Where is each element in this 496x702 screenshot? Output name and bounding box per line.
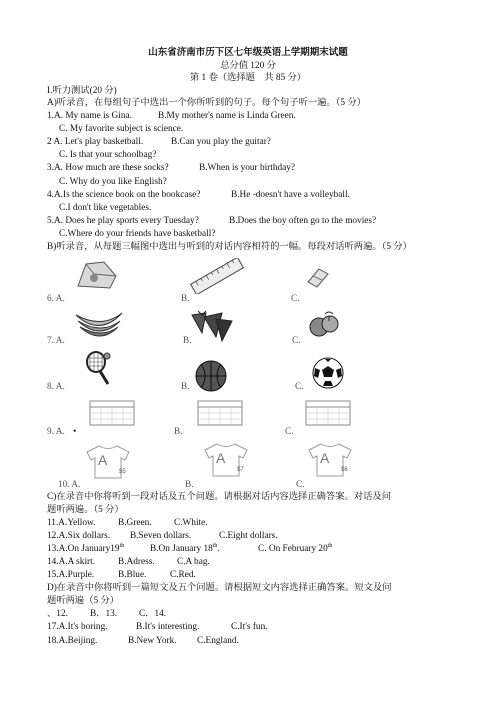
q6-label-a: 6. A.: [47, 294, 65, 304]
q13-option-b: [150, 544, 220, 555]
q14-option-b: B.Adress.: [118, 557, 155, 567]
q13-a-text: 13.A.On January19: [47, 544, 120, 554]
q15-option-c: C.Red.: [170, 570, 196, 580]
part-c-instruction-line2: 题听两遍。（5 分）: [47, 505, 124, 515]
q7-label-c: C.: [292, 336, 301, 346]
q13-c-sup: th: [327, 542, 333, 549]
q14-option-a: 14.A.A skirt.: [47, 557, 96, 567]
q12-option-c: C.Eight dollars.: [219, 531, 278, 541]
tennis-racket-image: [84, 350, 112, 386]
tshirt-b-letter: A: [216, 450, 226, 466]
ruler-image: [188, 258, 246, 294]
calendar-c-image: [304, 398, 352, 428]
q11-option-c: C.White.: [174, 518, 208, 528]
q9-label-b: B.: [174, 427, 183, 437]
q17-option-a: 17.A.It's boring.: [47, 622, 108, 632]
q5-option-c: C.Where do your friends have basketball?: [59, 229, 216, 239]
tshirt-c-letter: A: [320, 450, 330, 466]
q2-option-c: C. Is that your schoolbag?: [59, 150, 157, 160]
part-d-instruction-line1: D)在录音中你将听到一篇短文及五个问题。请根据短文内容选择正确答案。短文及问: [47, 583, 392, 593]
calendar-b-image: [196, 398, 244, 428]
q3-option-c: C. Why do you like English?: [59, 177, 167, 187]
q6-label-c: C.: [291, 294, 300, 304]
q3-option-a: 3.A. How much are these socks?: [47, 163, 169, 173]
apples-image: [307, 309, 341, 339]
q13-b-text: B.On January 18: [150, 544, 213, 554]
q10-label-c: C.: [296, 480, 305, 490]
q7-label-b: B.: [183, 336, 192, 346]
q8-label-c: C.: [295, 382, 304, 392]
q13-c-text: C. On February 20: [258, 544, 328, 554]
q11-option-b: B.Green.: [118, 518, 152, 528]
listening-heading: I.听力测试(20 分): [47, 86, 117, 96]
q15-option-a: 15.A.Purple.: [47, 570, 95, 580]
part-d-instruction-line2: 题听两遍（5 分）: [47, 596, 120, 606]
volume-heading: 第 1 卷（选择题 共 85 分）: [189, 73, 307, 83]
total-score: 总分值 120 分: [220, 61, 276, 71]
tshirt-a-image: [83, 442, 133, 480]
q6-label-b: B.: [181, 294, 190, 304]
q10-label-b: B.: [185, 480, 194, 490]
q11-option-a: 11.A.Yellow.: [47, 518, 96, 528]
q5-option-a: 5.A. Does he play sports every Tuesday?: [47, 216, 199, 226]
q4-option-c: C.I don't like vegetables.: [59, 203, 152, 213]
q17-option-c: C.It's fun.: [231, 622, 268, 632]
q13-b-sup: th: [212, 542, 218, 549]
q7-label-a: 7. A.: [47, 336, 65, 346]
strawberries-image: [188, 307, 234, 343]
q1-option-a: 1.A. My name is Gina.: [47, 111, 132, 121]
q16-option-b: B．13.: [90, 609, 118, 619]
q10-label-a: 10. A.: [58, 480, 81, 490]
price-tag-a: $5: [119, 469, 126, 475]
bananas-image: [72, 307, 126, 339]
q2-option-a: 2 A. Let's play basketball.: [47, 137, 144, 147]
soccer-ball-image: [311, 356, 345, 390]
q9-label-c: C.: [285, 427, 294, 437]
eraser-image: [305, 264, 331, 290]
q14-option-c: C.A bag.: [177, 557, 210, 567]
q1-option-c: C. My favorite subject is science.: [59, 124, 184, 134]
q9-label-a: 9. A.: [47, 427, 65, 437]
q4-option-b: B.He -doesn't have a volleyball.: [231, 190, 350, 200]
exam-title: 山东省济南市历下区七年级英语上学期期末试题: [148, 48, 348, 58]
part-c-instruction-line1: C)在录音中你将听到一段对话及五个问题。请根据对话内容选择正确答案。对话及问: [47, 492, 391, 502]
q3-option-b: B.When is your birthday?: [199, 163, 296, 173]
q16-option-c: C．14.: [139, 609, 167, 619]
bullet-dot-icon: •: [73, 427, 77, 437]
q2-option-b: B.Can you play the guitar?: [171, 137, 271, 147]
price-tag-c: $6: [341, 467, 348, 473]
q12-option-a: 12.A.Six dollars.: [47, 531, 111, 541]
q1-option-b: B.My mother's name is Linda Green.: [158, 111, 296, 121]
q13-b-end: .: [217, 544, 220, 554]
q13-a-sup: th: [119, 542, 125, 549]
q13-option-c: [258, 544, 332, 555]
pencil-sharpener-image: [72, 256, 120, 292]
q18-option-c: C.England.: [197, 636, 239, 646]
q13-option-a: [47, 544, 124, 555]
part-a-instruction: A)听录音，在每组句子中选出一个你所听到的句子。每个句子听一遍。（5 分）: [47, 98, 366, 108]
calendar-a-image: [88, 398, 136, 428]
q8-label-b: B.: [181, 382, 190, 392]
price-tag-b: $7: [237, 467, 244, 473]
tshirt-b-image: [201, 440, 251, 478]
q18-option-b: B.New York.: [128, 636, 177, 646]
part-b-instruction: B)听录音，从每题三幅图中选出与听到的对话内容相符的一幅。每段对话听两遍。（5 分）: [47, 242, 412, 252]
tshirt-c-image: [305, 440, 355, 478]
tshirt-a-letter: A: [98, 452, 108, 468]
q12-option-b: B.Seven dollars.: [130, 531, 192, 541]
q15-option-b: B.Blue.: [118, 570, 147, 580]
q17-option-b: B.It's interesting.: [136, 622, 200, 632]
q18-option-a: 18.A.Beijing.: [47, 636, 98, 646]
q16-option-a: 、12.: [47, 609, 68, 619]
q4-option-a: 4.A.Is the science book on the bookcase?: [47, 190, 201, 200]
q8-label-a: 8. A.: [47, 382, 65, 392]
basketball-image: [193, 358, 229, 394]
q5-option-b: B.Does the boy often go to the movies?: [229, 216, 377, 226]
